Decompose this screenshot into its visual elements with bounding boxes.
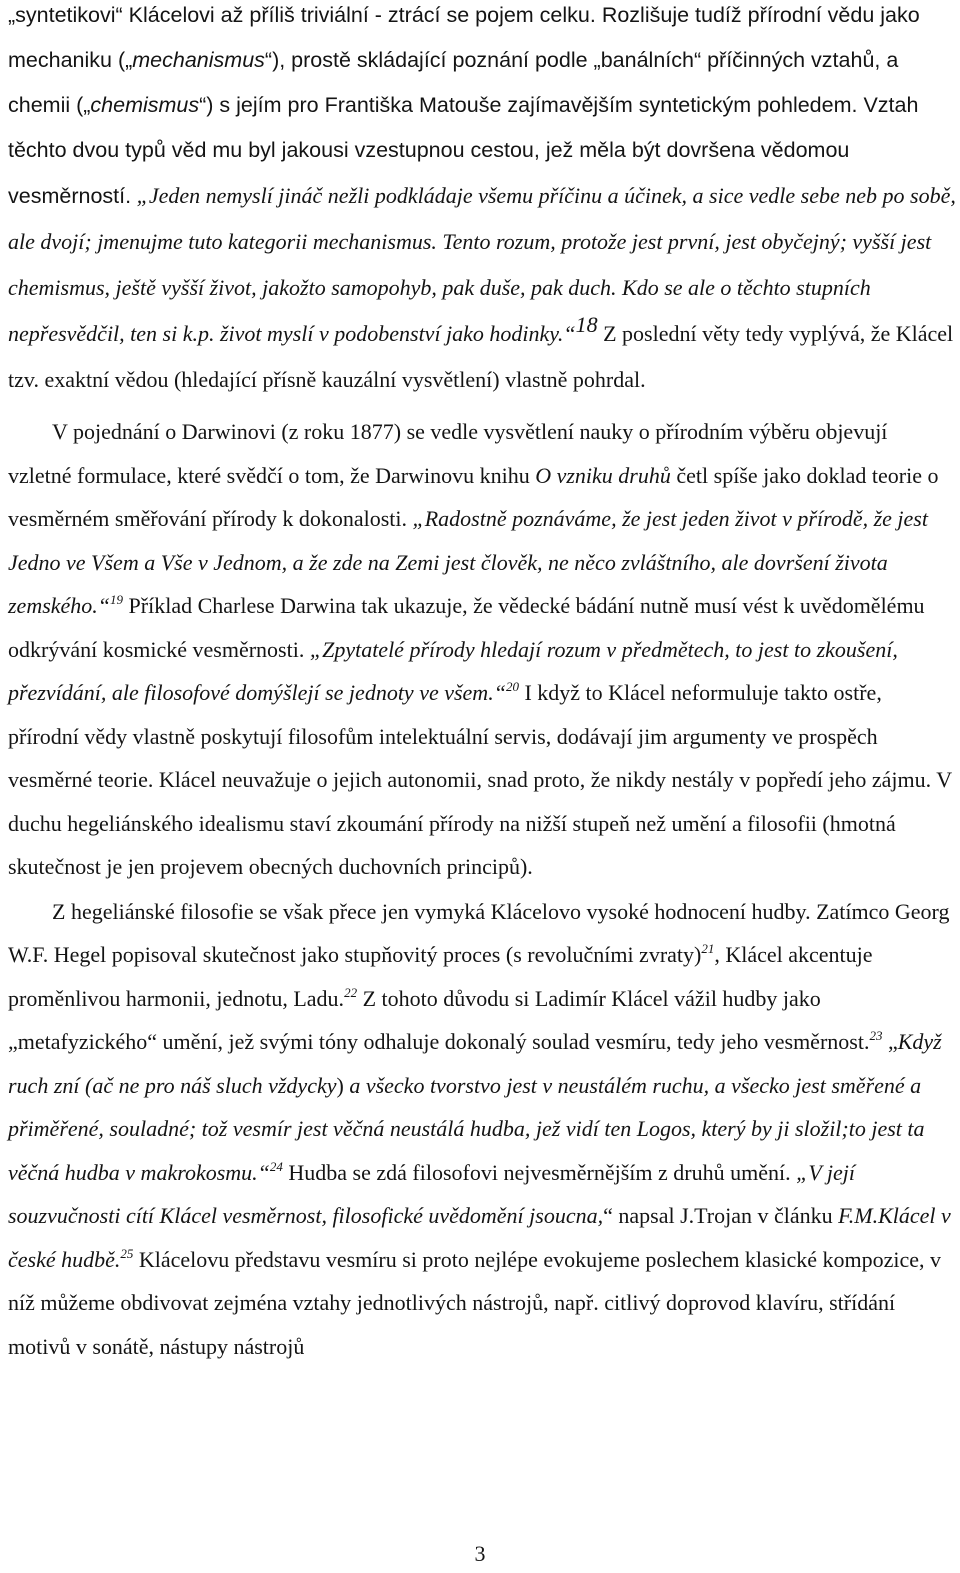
paragraph-mechanism-chemism [8, 0, 956, 404]
text-span: „syntetikovi“ Klácelovi až příliš triviální - ztrácí se pojem celku. Rozlišuje tudíž přírodní vědu jako mechaniku („ [8, 3, 920, 72]
footnote-ref[interactable]: 18 [575, 312, 598, 337]
text-span: ) [336, 1072, 350, 1098]
footnote-ref[interactable]: 25 [120, 1245, 134, 1261]
paragraph-darwin [8, 410, 956, 889]
text-span: “ napsal J.Trojan v článku [603, 1203, 839, 1228]
page-number: 3 [474, 1541, 486, 1566]
footnote-ref[interactable]: 24 [269, 1158, 283, 1174]
text-span: četl spíše jako doklad teorie o vesměrném směřování přírody k dokonalosti. [8, 462, 939, 531]
footnote-ref[interactable]: 20 [505, 679, 519, 694]
text-span: , Klácel akcentuje proměnlivou harmonii, jednotu, Ladu. [8, 942, 873, 1011]
footnote-ref[interactable]: 22 [344, 984, 358, 1000]
document-page [8, 0, 956, 1368]
text-span: Klácelovu představu vesmíru si proto nejlépe evokujeme poslechem klasické kompozice, v níž můžeme obdivovat zejména vztahy jednotlivých nástrojů, např. citlivý doprovod klavíru, střídání motivů v sonátě, nástupy nástrojů [8, 1246, 942, 1359]
quotation: „V její souzvučnosti cítí Klácel vesměrnost, filosofické uvědomění jsoucna, [8, 1159, 856, 1228]
text-span: I když to Klácel neformuluje takto ostře, přírodní vědy vlastně poskytují filosofům intelektuální servis, dodávají jim argumenty ve prospěch vesměrné teorie. Klácel neuvažuje o jejich autonomii, snad proto, že nikdy nestály v popředí jeho zájmu. V duchu hegeliánského idealismu staví zkoumání přírody na nižší stupeň než umění a filosofii (hmotná skutečnost je jen projevem obecných duchovních principů). [8, 680, 952, 879]
book-title: O vzniku druhů [535, 462, 671, 488]
text-span: “), prostě skládající poznání podle „banálních“ příčinných vztahů, a chemii („ [8, 48, 899, 117]
italic-term: chemismus [90, 93, 200, 117]
text-span: Z hegeliánské filosofie se však přece jen vymyká Klácelovo vysoké hodnocení hudby. Zatímco Georg W.F. Hegel popisoval skutečnost jako stupňovitý proces (s revolučními zvraty) [8, 898, 950, 967]
paragraph-music [8, 890, 956, 1369]
footnote-ref[interactable]: 23 [869, 1028, 883, 1043]
text-span: Z poslední věty tedy vyplývá, že Klácel tzv. exaktní vědou (hledající přísně kauzální vysvětlení) vlastně pohrdal. [8, 321, 954, 392]
text-span: „ [882, 1029, 898, 1054]
text-span: Příklad Charlese Darwina tak ukazuje, že vědecké bádání nutně musí vést k uvědomělému odkrývání kosmické vesměrnosti. [8, 593, 925, 662]
italic-term: mechanismus [132, 48, 265, 72]
quotation: „Zpytatelé přírody hledají rozum v předmětech, to jest to zkoušení, přezvídání, ale filosofové domýšlejí se jednoty ve všem.“ [8, 636, 898, 705]
text-span: Hudba se zdá filosofovi nejvesměrnějším z druhů umění. [282, 1159, 797, 1185]
quotation: Když ruch zní (ač ne pro náš sluch vždycky [8, 1029, 942, 1098]
footnote-ref[interactable]: 19 [110, 592, 124, 607]
text-span: “) s jejím pro Františka Matouše zajímavějším syntetickým pohledem. Vztah těchto dvou typů věd mu byl jakousi vzestupnou cestou, jež měla být dovršena vědomou vesměrností. [8, 93, 919, 208]
article-title: F.M.Klácel v české hudbě. [8, 1203, 951, 1272]
text-span: Z tohoto důvodu si Ladimír Klácel vážil hudby jako „metafyzického“ umění, jež svými tóny odhaluje dokonalý soulad vesmíru, tedy jeho vesměrnost. [8, 985, 870, 1054]
footnote-ref[interactable]: 21 [701, 941, 715, 956]
quotation: „Radostně poznáváme, že jest jeden život v přírodě, že jest Jedno ve Všem a Vše v Jednom, a že zde na Zemi jest člověk, ne něco zvláštního, ale dovršení života zemského.“ [8, 506, 928, 618]
text-span: V pojednání o Darwinovi (z roku 1877) se vedle vysvětlení nauky o přírodním výběru objevují vzletné formulace, které svědčí o tom, že Darwinovu knihu [8, 419, 888, 488]
quotation: „Jeden nemyslí jináč nežli podkládaje všemu příčinu a účinek, a sice vedle sebe neb po sobě, ale dvojí; jmenujme tuto kategorii mechanismus. Tento rozum, protože jest první, jest obyčejný; vyšší jest chemismus, ještě vyšší život, jakožto samopohyb, pak duše, pak duch. Kdo se ale o těchto stupních nepřesvědčil, ten si k.p. život myslí v podobenství jako hodinky.“ [8, 183, 956, 346]
quotation: a všecko tvorstvo jest v neustálém ruchu, a všecko jest směřené a přiměřené, souladné; tož vesmír jest věčná neustálá hudba, jež vidí ten Logos, který by ji složil;to jest ta věčná hudba v makrokosmu.“ [8, 1072, 925, 1185]
